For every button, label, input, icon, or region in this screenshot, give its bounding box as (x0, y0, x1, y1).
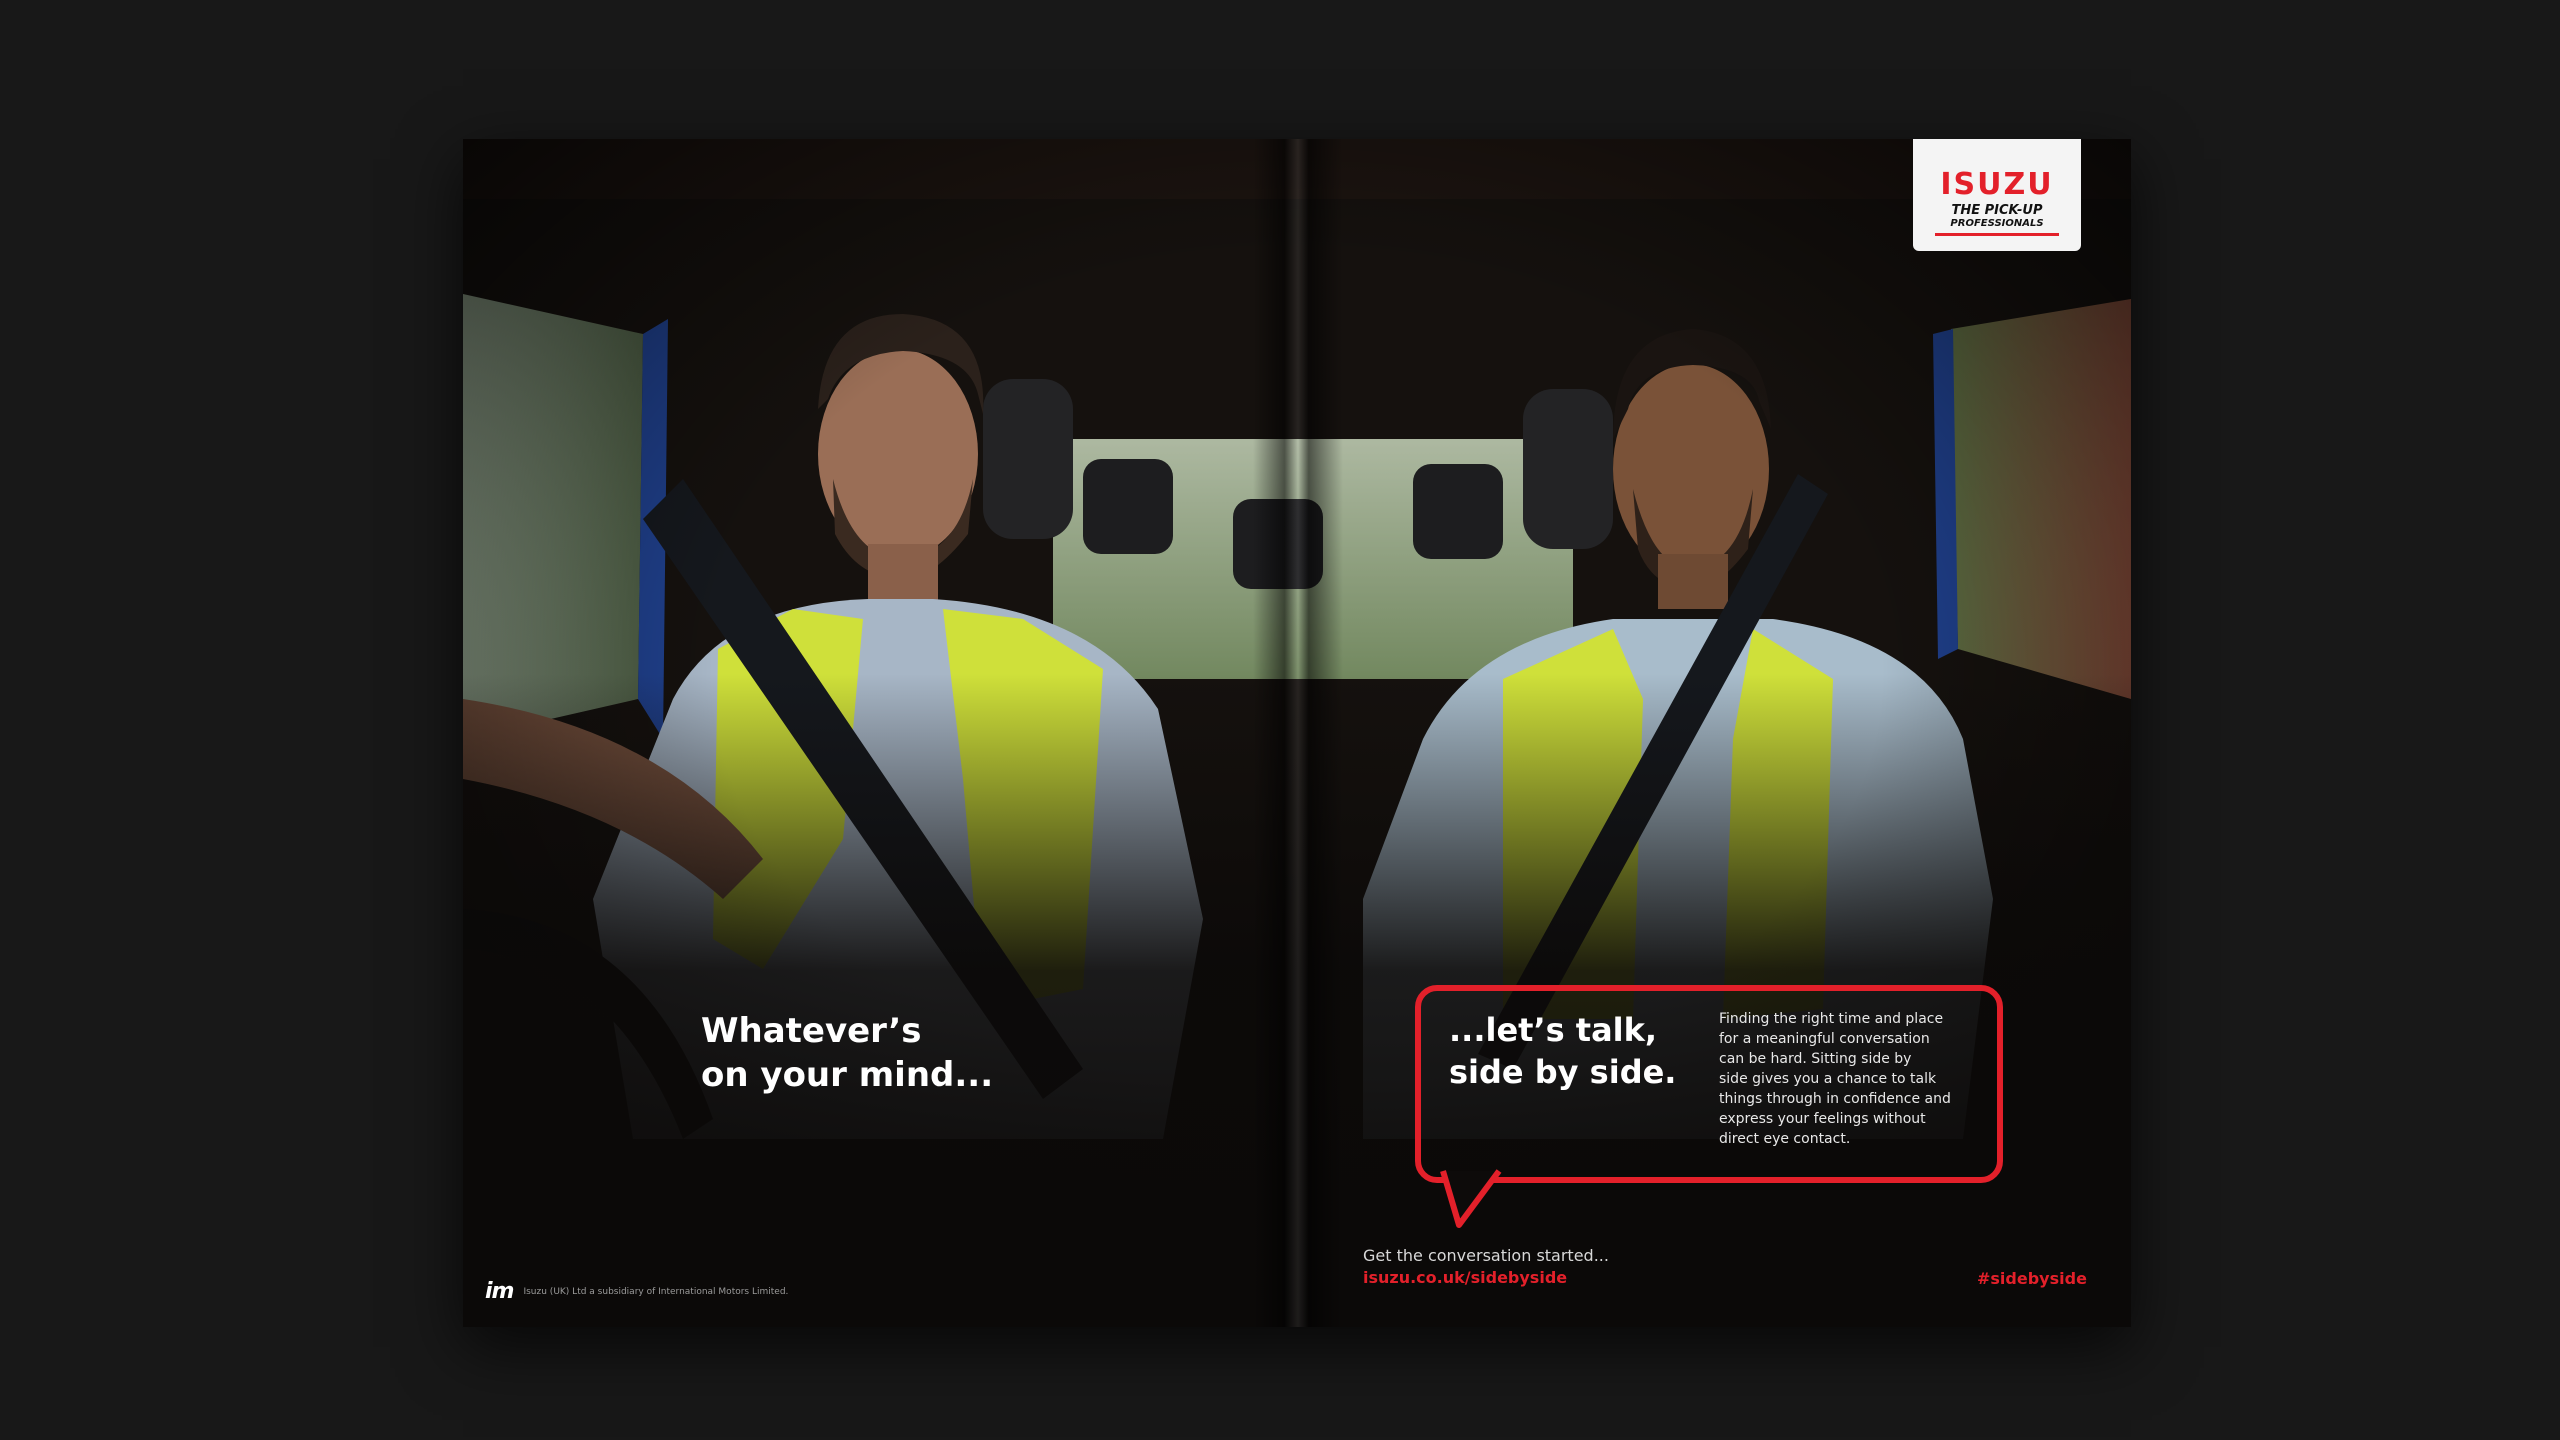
cta-text: Get the conversation started... (1363, 1246, 1609, 1265)
bubble-headline-line-1: ...let’s talk, (1449, 1011, 1658, 1049)
left-headline-line-2: on your mind... (701, 1055, 994, 1095)
body-line: can be hard. Sitting side by (1719, 1051, 1912, 1067)
magazine-spread (463, 139, 2131, 1327)
im-logo: im (485, 1279, 514, 1304)
body-line: things through in confidence and (1719, 1091, 1951, 1107)
imprint (485, 1279, 788, 1304)
logo-tagline-2: PROFESSIONALS (1950, 218, 2044, 229)
body-line: direct eye contact. (1719, 1131, 1851, 1147)
speech-bubble-tail (1413, 1167, 1513, 1247)
bubble-headline (1449, 1009, 1676, 1093)
hashtag: #sidebyside (1977, 1269, 2087, 1288)
logo-underline (1935, 233, 2059, 236)
page-gutter (1253, 139, 1343, 1327)
logo-tagline-1: THE PICK-UP (1951, 203, 2043, 218)
left-headline-line-1: Whatever’s (701, 1011, 922, 1051)
body-line: express your feelings without (1719, 1111, 1926, 1127)
logo-brand: ISUZU (1940, 167, 2054, 202)
imprint-text: Isuzu (UK) Ltd a subsidiary of International Motors Limited. (523, 1286, 789, 1297)
isuzu-logo (1913, 139, 2081, 251)
body-line: Finding the right time and place (1719, 1011, 1944, 1027)
cta-url[interactable]: isuzu.co.uk/sidebyside (1363, 1268, 1568, 1287)
call-to-action (1363, 1245, 1609, 1289)
body-line: side gives you a chance to talk (1719, 1071, 1937, 1087)
left-headline (701, 1009, 993, 1097)
bubble-body-copy (1719, 1009, 1959, 1149)
bubble-headline-line-2: side by side. (1449, 1053, 1677, 1091)
body-line: for a meaningful conversation (1719, 1031, 1930, 1047)
